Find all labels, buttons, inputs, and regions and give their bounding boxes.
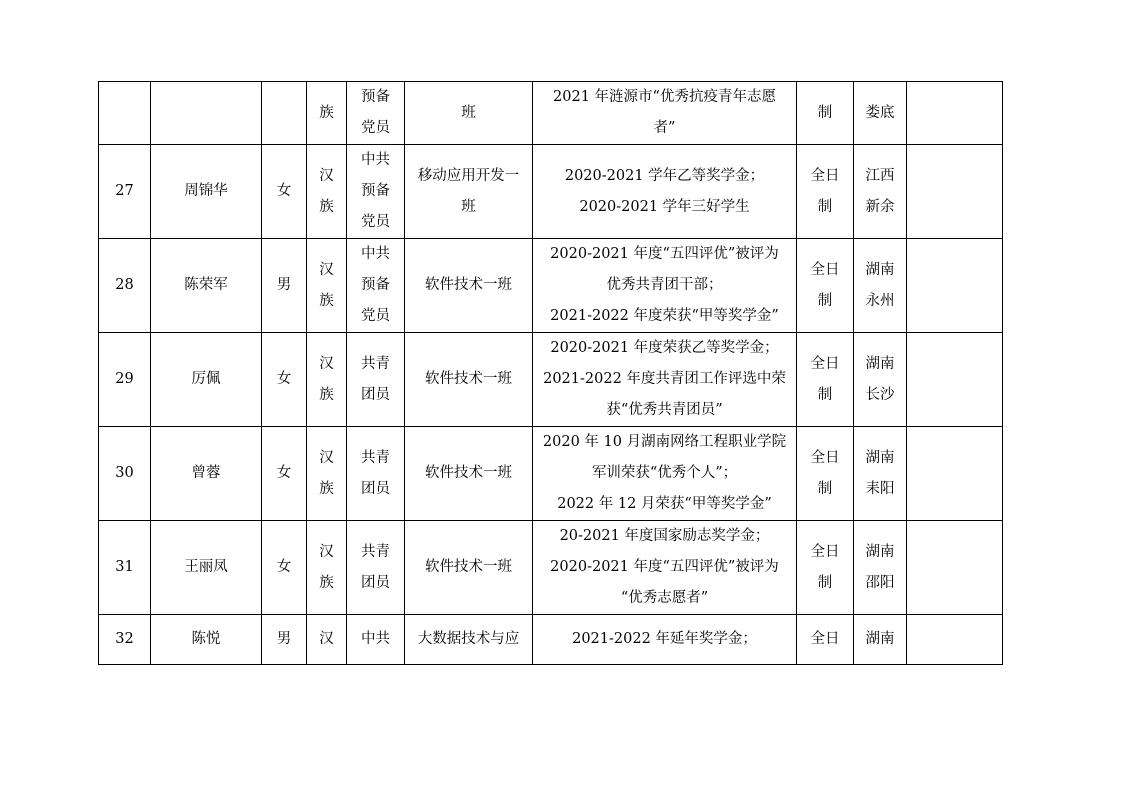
cell-ethnicity-line: 族: [319, 198, 334, 215]
cell-origin: [854, 333, 907, 427]
cell-number: [99, 333, 151, 427]
cell-honors-line: 2021-2022 年延年奖学金；: [572, 631, 757, 647]
cell-study-mode-line: 全日: [810, 543, 840, 560]
cell-number-text: 32: [115, 631, 134, 647]
cell-notes: [907, 427, 1003, 521]
cell-honors-line: 2020-2021 年度“五四评优”被评为: [550, 246, 779, 262]
cell-political-status-line: 党员: [361, 214, 390, 230]
cell-honors: [533, 521, 797, 615]
cell-political-status-line: 党员: [361, 120, 390, 136]
cell-political-status: [347, 239, 405, 333]
cell-name-text: 陈荣军: [184, 277, 228, 293]
cell-study-mode-line: 全日: [810, 167, 840, 184]
cell-study-mode: [797, 427, 854, 521]
cell-ethnicity-line: 族: [319, 292, 334, 309]
cell-political-status: [347, 82, 405, 145]
cell-honors-line: 2020-2021 学年乙等奖学金；: [564, 167, 765, 184]
cell-origin-line: 娄底: [865, 104, 895, 121]
cell-notes: [907, 82, 1003, 145]
table-row: [99, 333, 1003, 427]
cell-name: [151, 239, 262, 333]
table-row: [99, 521, 1003, 615]
cell-honors-line: 2020-2021 年度荣获乙等奖学金；: [550, 340, 779, 356]
cell-notes: [907, 521, 1003, 615]
cell-number: [99, 82, 151, 145]
cell-origin-line: 湖南: [865, 355, 895, 372]
cell-gender-text: 女: [276, 465, 292, 481]
cell-study-mode-line: 全日: [810, 449, 840, 466]
cell-honors-line: 2020-2021 学年三好学生: [579, 198, 750, 215]
cell-ethnicity: [307, 82, 347, 145]
cell-political-status-line: 预备: [361, 89, 390, 105]
cell-study-mode-line: 制: [817, 104, 833, 121]
cell-number: [99, 239, 151, 333]
cell-class: [405, 82, 533, 145]
cell-origin: [854, 615, 907, 665]
cell-gender-text: 女: [276, 183, 292, 199]
cell-political-status-line: 共青: [361, 355, 390, 372]
cell-class-line: 移动应用开发一: [417, 167, 520, 184]
cell-origin-line: 湖南: [865, 261, 895, 278]
cell-name: [151, 82, 262, 145]
cell-political-status-line: 共青: [361, 543, 390, 560]
cell-political-status: [347, 427, 405, 521]
cell-origin-line: 新余: [865, 198, 895, 215]
cell-study-mode-line: 制: [817, 198, 833, 215]
table-row: [99, 239, 1003, 333]
cell-ethnicity-line: 汉: [319, 167, 334, 184]
cell-ethnicity: [307, 145, 347, 239]
cell-gender: [262, 333, 307, 427]
cell-name: [151, 427, 262, 521]
cell-class: [405, 333, 533, 427]
cell-number: [99, 427, 151, 521]
cell-gender: [262, 239, 307, 333]
cell-class: [405, 615, 533, 665]
cell-ethnicity-line: 族: [319, 386, 334, 403]
cell-name: [151, 521, 262, 615]
cell-origin: [854, 427, 907, 521]
cell-study-mode: [797, 615, 854, 665]
cell-ethnicity: [307, 615, 347, 665]
cell-ethnicity-line: 汉: [319, 543, 334, 560]
cell-political-status-line: 团员: [361, 574, 390, 591]
cell-study-mode: [797, 333, 854, 427]
cell-gender: [262, 145, 307, 239]
cell-origin-line: 邵阳: [865, 574, 895, 591]
cell-name: [151, 333, 262, 427]
cell-political-status-line: 中共: [361, 631, 390, 647]
cell-honors-line: 军训荣获“优秀个人”；: [591, 465, 738, 481]
cell-class: [405, 145, 533, 239]
cell-honors-line: 20-2021 年度国家励志奖学金；: [559, 528, 770, 544]
cell-origin-line: 湖南: [865, 631, 895, 647]
cell-gender-text: 女: [276, 559, 292, 575]
cell-political-status-line: 预备: [361, 277, 390, 293]
cell-political-status: [347, 521, 405, 615]
cell-political-status-line: 团员: [361, 480, 390, 497]
table-row: [99, 615, 1003, 665]
cell-notes: [907, 615, 1003, 665]
cell-political-status-line: 共青: [361, 449, 390, 466]
cell-class-line: 班: [461, 198, 476, 215]
table-row: [99, 82, 1003, 145]
cell-number: [99, 521, 151, 615]
cell-honors-line: “优秀志愿者”: [620, 590, 709, 606]
cell-ethnicity-line: 汉: [319, 355, 334, 372]
table-row: [99, 145, 1003, 239]
cell-class: [405, 239, 533, 333]
cell-ethnicity-line: 汉: [319, 449, 334, 466]
cell-gender-text: 男: [276, 631, 292, 647]
cell-political-status: [347, 145, 405, 239]
cell-origin-line: 永州: [865, 292, 895, 309]
cell-honors-line: 2020-2021 年度“五四评优”被评为: [550, 559, 779, 575]
cell-study-mode-line: 制: [817, 386, 833, 403]
cell-number: [99, 145, 151, 239]
cell-honors-line: 优秀共青团干部；: [606, 277, 723, 293]
cell-honors-line: 2020 年 10 月湖南网络工程职业学院: [542, 434, 787, 450]
cell-ethnicity-line: 族: [319, 104, 334, 121]
cell-origin-line: 江西: [865, 167, 895, 184]
cell-gender: [262, 82, 307, 145]
table-body: [99, 82, 1003, 665]
cell-study-mode-line: 全日: [810, 355, 840, 372]
cell-name-text: 陈悦: [191, 631, 221, 647]
student-honor-table: [98, 81, 1003, 665]
cell-origin: [854, 82, 907, 145]
cell-study-mode: [797, 239, 854, 333]
cell-honors: [533, 615, 797, 665]
cell-honors-line: 者”: [653, 120, 676, 136]
cell-ethnicity: [307, 427, 347, 521]
cell-political-status-line: 中共: [361, 246, 390, 262]
cell-origin-line: 耒阳: [865, 480, 895, 497]
cell-honors: [533, 333, 797, 427]
cell-ethnicity: [307, 521, 347, 615]
cell-gender: [262, 615, 307, 665]
cell-study-mode-line: 制: [817, 292, 833, 309]
cell-origin-line: 长沙: [865, 386, 895, 403]
cell-name: [151, 145, 262, 239]
cell-ethnicity: [307, 239, 347, 333]
cell-number-text: 28: [115, 277, 134, 293]
cell-name-text: 曾蓉: [191, 465, 221, 481]
cell-ethnicity: [307, 333, 347, 427]
cell-notes: [907, 333, 1003, 427]
cell-political-status-line: 中共: [361, 152, 390, 168]
cell-number: [99, 615, 151, 665]
cell-origin-line: 湖南: [865, 543, 895, 560]
cell-ethnicity-line: 汉: [319, 261, 334, 278]
cell-name: [151, 615, 262, 665]
cell-honors-line: 2021-2022 年度荣获“甲等奖学金”: [550, 308, 779, 324]
cell-notes: [907, 239, 1003, 333]
cell-study-mode: [797, 82, 854, 145]
cell-political-status-line: 党员: [361, 308, 390, 324]
cell-gender: [262, 521, 307, 615]
cell-honors-line: 获“优秀共青团员”: [606, 402, 723, 418]
cell-study-mode: [797, 145, 854, 239]
cell-class-line: 软件技术一班: [425, 559, 512, 575]
cell-honors: [533, 427, 797, 521]
cell-name-text: 王丽凤: [184, 559, 228, 575]
cell-number-text: 31: [115, 559, 134, 575]
cell-political-status: [347, 615, 405, 665]
cell-class-line: 大数据技术与应: [417, 631, 520, 647]
cell-study-mode-line: 制: [817, 574, 833, 591]
cell-honors: [533, 239, 797, 333]
cell-ethnicity-line: 汉: [319, 631, 334, 647]
cell-class: [405, 521, 533, 615]
cell-ethnicity-line: 族: [319, 480, 334, 497]
cell-honors-line: 2021-2022 年度共青团工作评选中荣: [543, 371, 786, 387]
cell-political-status: [347, 333, 405, 427]
cell-honors-line: 2021 年涟源市“优秀抗疫青年志愿: [553, 89, 776, 105]
cell-origin: [854, 239, 907, 333]
cell-class-line: 班: [461, 104, 476, 121]
cell-study-mode-line: 全日: [810, 631, 840, 647]
cell-class-line: 软件技术一班: [425, 465, 512, 481]
cell-class-line: 软件技术一班: [425, 277, 512, 293]
cell-class: [405, 427, 533, 521]
cell-honors-line: 2022 年 12 月荣获“甲等奖学金”: [557, 496, 772, 512]
cell-origin-line: 湖南: [865, 449, 895, 466]
table-row: [99, 427, 1003, 521]
cell-number-text: 29: [115, 371, 134, 387]
cell-gender-text: 女: [276, 371, 292, 387]
cell-political-status-line: 团员: [361, 386, 390, 403]
cell-name-text: 周锦华: [184, 183, 228, 199]
cell-study-mode-line: 制: [817, 480, 833, 497]
cell-study-mode: [797, 521, 854, 615]
cell-number-text: 30: [115, 465, 134, 481]
cell-ethnicity-line: 族: [319, 574, 334, 591]
cell-origin: [854, 145, 907, 239]
cell-gender: [262, 427, 307, 521]
cell-notes: [907, 145, 1003, 239]
cell-honors: [533, 82, 797, 145]
cell-political-status-line: 预备: [361, 183, 390, 199]
cell-class-line: 软件技术一班: [425, 371, 512, 387]
cell-number-text: 27: [115, 183, 134, 199]
cell-gender-text: 男: [276, 277, 292, 293]
cell-honors: [533, 145, 797, 239]
cell-origin: [854, 521, 907, 615]
cell-name-text: 厉佩: [191, 371, 221, 387]
cell-study-mode-line: 全日: [810, 261, 840, 278]
